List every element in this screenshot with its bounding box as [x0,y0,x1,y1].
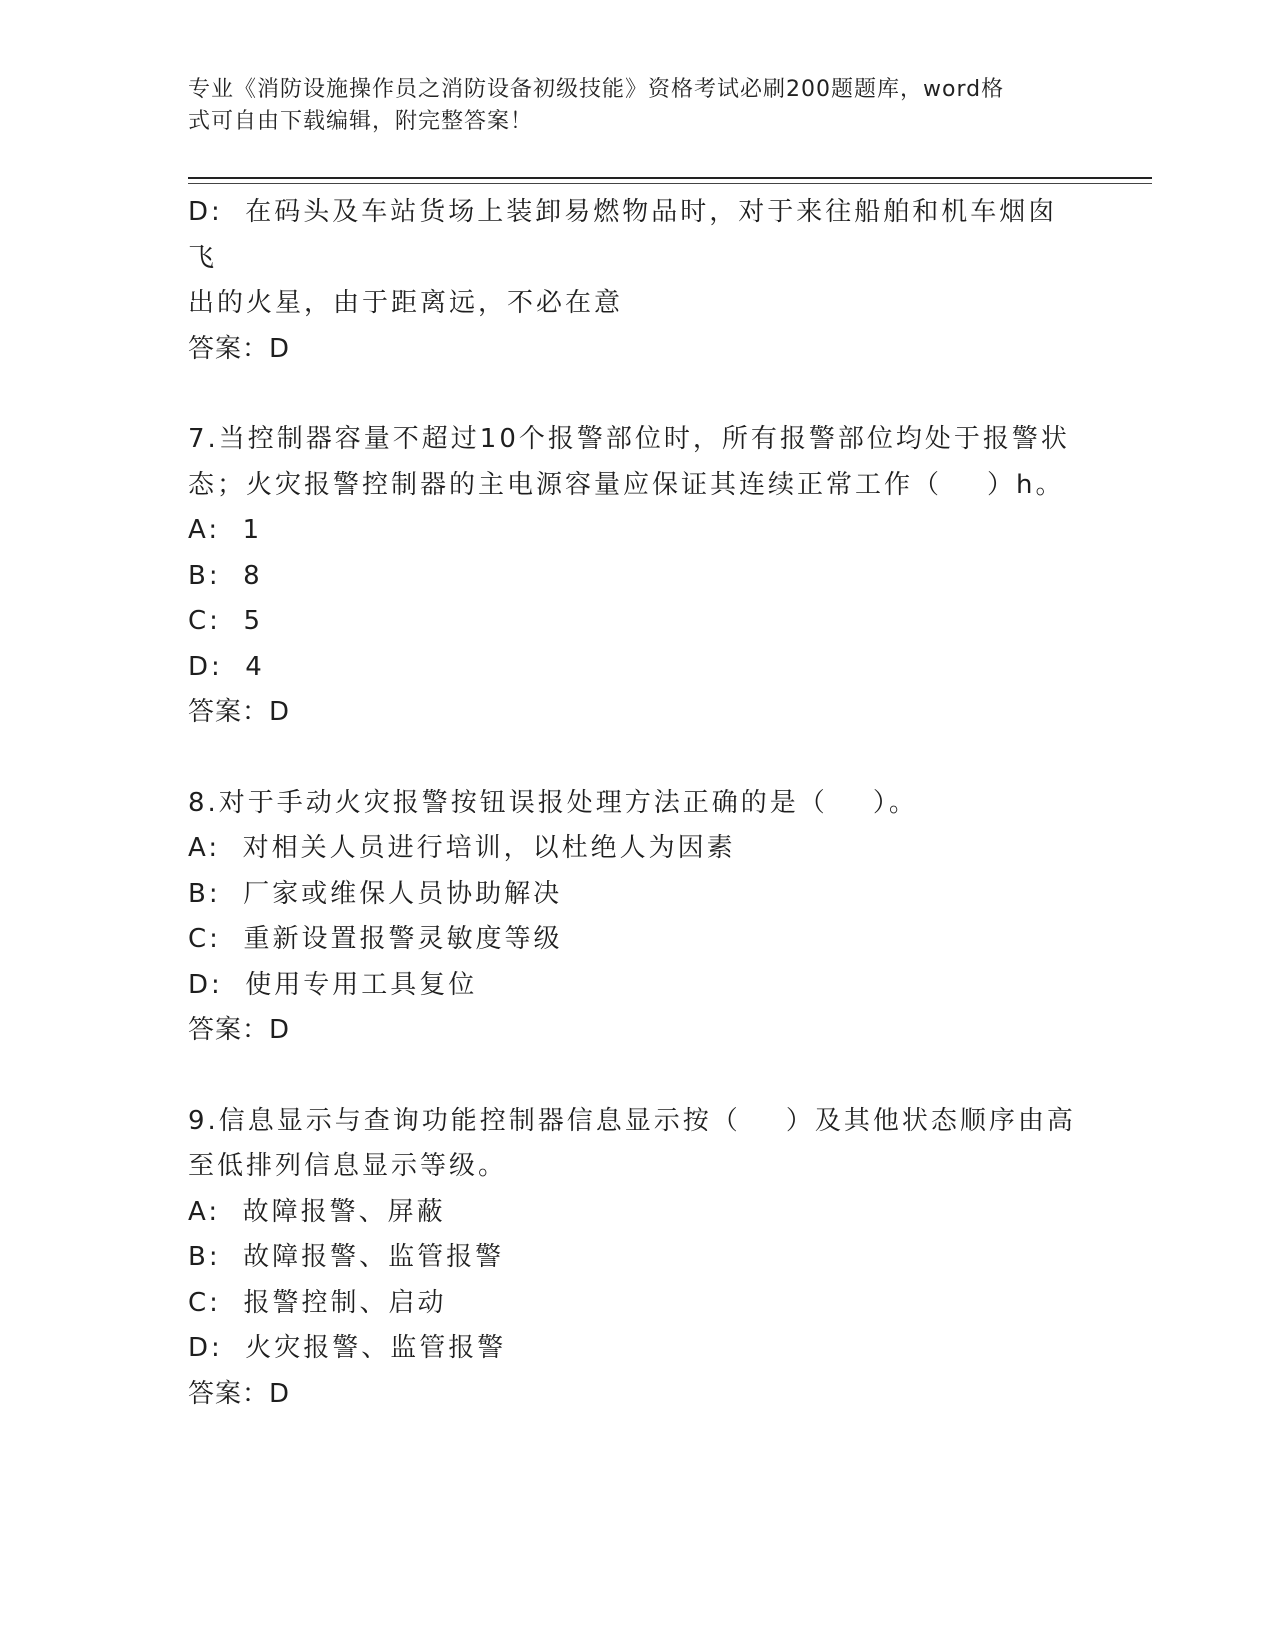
question-stem: 9.信息显示与查询功能控制器信息显示按（ ）及其他状态顺序由高 [188,1105,1076,1136]
option-d-continued: 出的火星，由于距离远，不必在意 [188,288,624,318]
header-divider-thin [188,183,1152,184]
answer-line: 答案：D [188,333,291,364]
option-a: A: 故障报警、屏蔽 [188,1196,446,1227]
option-b: B: 8 [188,560,263,591]
option-b: B: 故障报警、监管报警 [188,1242,505,1272]
answer-line: 答案：D [188,697,291,727]
question-spacer [188,1054,1078,1099]
question-stem: 7.当控制器容量不超过10个报警部位时，所有报警部位均处于报警状 [188,424,1070,454]
option-a: A: 1 [188,515,263,545]
question-block-6 [188,190,1078,372]
header-divider-thick [188,177,1152,179]
question-block-7 [188,417,1078,736]
option-d: D: 火灾报警、监管报警 [188,1333,507,1363]
document-header [188,74,1068,138]
question-spacer [188,736,1078,781]
option-a: A: 对相关人员进行培训，以杜绝人为因素 [188,833,736,863]
option-c: C: 重新设置报警灵敏度等级 [188,924,563,954]
header-line-1: 专业《消防设施操作员之消防设备初级技能》资格考试必刷200题题库，word格 [188,77,1005,102]
option-d: D: 使用专用工具复位 [188,969,478,1000]
question-block-9 [188,1099,1078,1418]
option-d: D: 在码头及车站货场上装卸易燃物品时，对于来往船舶和机车烟囱飞 [188,197,1058,273]
question-list [188,190,1078,1417]
answer-line: 答案：D [188,1378,291,1409]
question-block-8 [188,781,1078,1054]
header-line-2: 式可自由下载编辑，附完整答案！ [188,109,534,134]
question-spacer [188,372,1078,417]
option-c: C: 5 [188,606,263,636]
option-d: D: 4 [188,651,265,682]
option-c: C: 报警控制、启动 [188,1287,447,1318]
answer-line: 答案：D [188,1015,291,1045]
option-b: B: 厂家或维保人员协助解决 [188,878,563,909]
question-stem: 8.对于手动火灾报警按钮误报处理方法正确的是（ ）。 [188,787,918,818]
question-stem-continued: 态；火灾报警控制器的主电源容量应保证其连续正常工作（ ）h。 [188,469,1065,500]
question-stem-continued: 至低排列信息显示等级。 [188,1151,508,1181]
